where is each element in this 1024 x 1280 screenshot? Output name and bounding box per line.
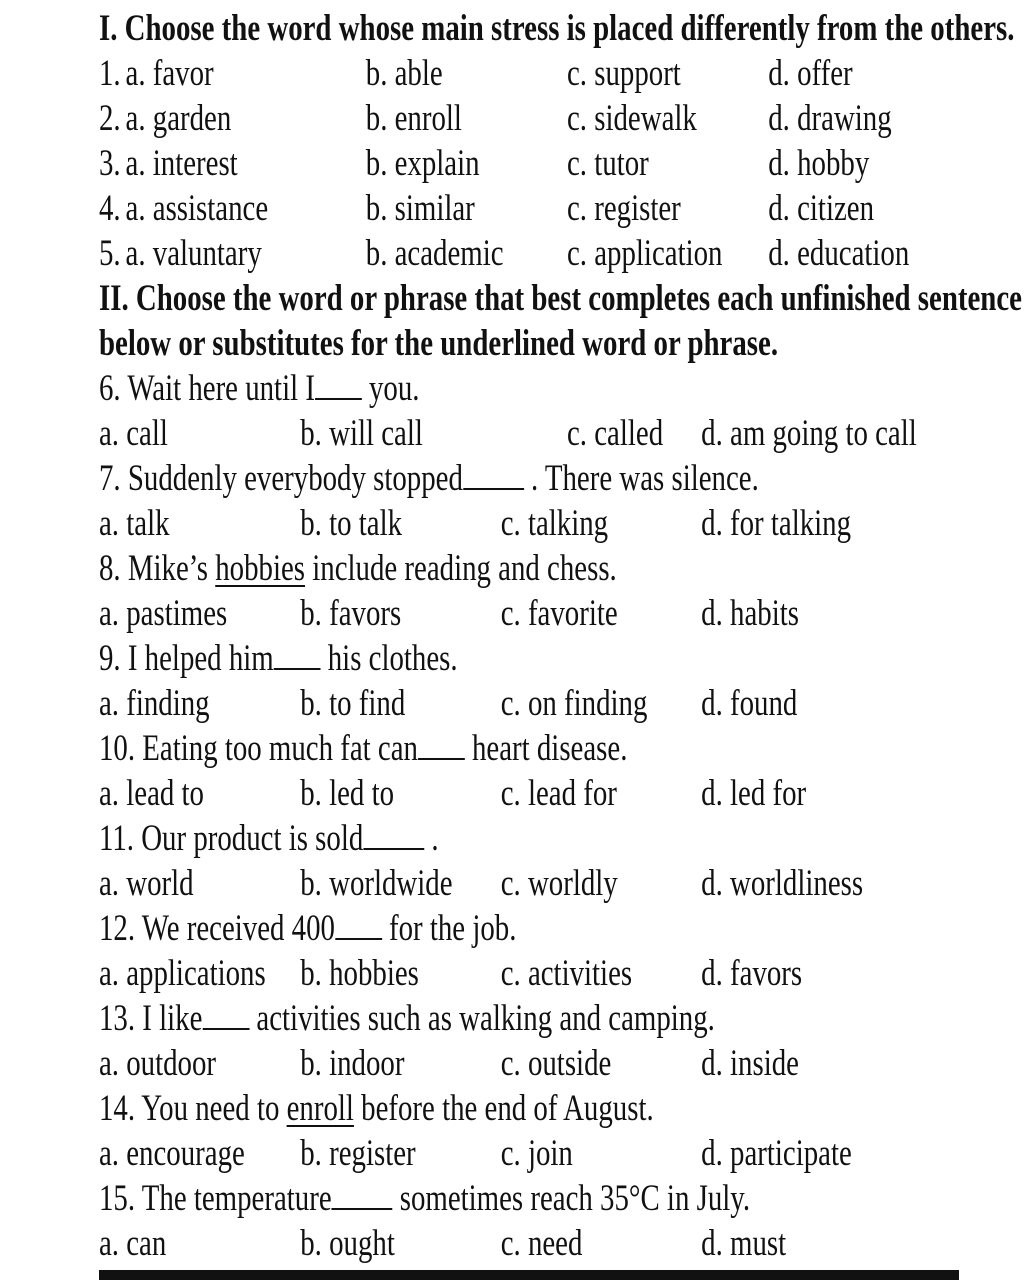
stem-text: 10. Eating too much fat can xyxy=(99,728,418,769)
option-c: c. application xyxy=(567,233,723,274)
option-d: d. offer xyxy=(768,53,853,94)
option-c: c. talking xyxy=(500,503,609,544)
question-number: 4. xyxy=(99,188,121,229)
question-13-stem xyxy=(99,996,770,1041)
answer-blank xyxy=(202,998,249,1030)
option-c: c. tutor xyxy=(567,143,649,184)
stem-text-end: you. xyxy=(361,368,420,409)
option-a: a. interest xyxy=(125,143,238,184)
option-d: d. am going to call xyxy=(701,413,917,454)
option-b: b. indoor xyxy=(300,1043,405,1084)
stem-text: 12. We received 400 xyxy=(99,908,335,949)
question-11-stem xyxy=(99,816,770,861)
stem-text-end: . There was silence. xyxy=(523,458,759,499)
option-b: b. enroll xyxy=(365,98,462,139)
option-b: b. worldwide xyxy=(300,863,453,904)
option-b: b. able xyxy=(365,53,443,94)
option-c: c. sidewalk xyxy=(567,98,697,139)
question-14-stem xyxy=(99,1086,770,1131)
option-c: c. on finding xyxy=(500,683,648,724)
option-c: c. activities xyxy=(500,953,633,994)
option-c: c. favorite xyxy=(500,593,618,634)
question-8-options xyxy=(99,591,799,636)
stem-text-end: before the end of August. xyxy=(353,1088,654,1129)
stem-text: 8. Mike’s xyxy=(99,548,216,589)
question-7-stem xyxy=(99,456,770,501)
cut-off-text-fragment xyxy=(99,1270,959,1280)
question-6-options xyxy=(99,411,917,456)
option-b: b. led to xyxy=(300,773,395,814)
stem-text: 6. Wait here until I xyxy=(99,368,315,409)
stem-text-end: heart disease. xyxy=(464,728,628,769)
option-b: b. similar xyxy=(365,188,475,229)
option-a: a. garden xyxy=(125,98,232,139)
section-2-title-line-1: II. Choose the word or phrase that best completes each unfinished sentence xyxy=(99,278,1022,319)
option-a: a. valuntary xyxy=(125,233,262,274)
option-c: c. worldly xyxy=(500,863,618,904)
stem-text: 14. You need to xyxy=(99,1088,287,1129)
question-number: 5. xyxy=(99,233,121,274)
question-9-options xyxy=(99,681,798,726)
option-d: d. worldliness xyxy=(701,863,864,904)
question-15-stem xyxy=(99,1176,770,1221)
option-a: a. call xyxy=(99,413,168,454)
option-d: d. participate xyxy=(701,1133,852,1174)
option-c: c. join xyxy=(500,1133,573,1174)
stress-question-2 xyxy=(99,96,892,141)
question-number: 1. xyxy=(99,53,121,94)
stem-text-end: . xyxy=(424,818,439,859)
option-b: b. to find xyxy=(300,683,406,724)
option-c: c. called xyxy=(567,413,664,454)
option-b: b. explain xyxy=(365,143,480,184)
option-d: d. for talking xyxy=(701,503,852,544)
underlined-word: hobbies xyxy=(215,548,306,589)
option-d: d. hobby xyxy=(768,143,870,184)
option-d: d. citizen xyxy=(768,188,875,229)
question-number: 2. xyxy=(99,98,121,139)
option-d: d. led for xyxy=(701,773,807,814)
question-15-options xyxy=(99,1221,787,1266)
option-b: b. to talk xyxy=(300,503,403,544)
section-1-title: I. Choose the word whose main stress is placed differently from the others. xyxy=(99,8,1015,49)
option-c: c. support xyxy=(567,53,681,94)
question-11-options xyxy=(99,861,864,906)
option-b: b. hobbies xyxy=(300,953,419,994)
question-7-options xyxy=(99,501,852,546)
option-d: d. inside xyxy=(701,1043,799,1084)
option-a: a. world xyxy=(99,863,194,904)
stem-text-end: include reading and chess. xyxy=(305,548,617,589)
option-b: b. ought xyxy=(300,1223,395,1264)
question-14-options xyxy=(99,1131,852,1176)
question-number: 3. xyxy=(99,143,121,184)
cut-off-next-heading xyxy=(99,1270,959,1280)
option-c: c. need xyxy=(500,1223,583,1264)
stress-question-5 xyxy=(99,231,910,276)
answer-blank xyxy=(332,1178,393,1210)
answer-blank xyxy=(463,458,524,490)
stem-text: 7. Suddenly everybody stopped xyxy=(99,458,463,499)
option-c: c. lead for xyxy=(500,773,617,814)
question-8-stem xyxy=(99,546,770,591)
stem-text-end: for the job. xyxy=(381,908,517,949)
option-d: d. must xyxy=(701,1223,787,1264)
answer-blank xyxy=(274,638,321,670)
stem-text-end: his clothes. xyxy=(320,638,458,679)
option-b: b. register xyxy=(300,1133,416,1174)
question-9-stem xyxy=(99,636,770,681)
stem-text: 15. The temperature xyxy=(99,1178,332,1219)
option-d: d. education xyxy=(768,233,910,274)
stress-question-1 xyxy=(99,51,853,96)
option-b: b. favors xyxy=(300,593,402,634)
option-d: d. habits xyxy=(701,593,799,634)
question-13-options xyxy=(99,1041,799,1086)
option-d: d. favors xyxy=(701,953,803,994)
worksheet-content xyxy=(99,6,1022,1266)
stress-question-4 xyxy=(99,186,875,231)
option-b: b. academic xyxy=(365,233,504,274)
option-c: c. register xyxy=(567,188,681,229)
stem-text: 13. I like xyxy=(99,998,203,1039)
stem-text: 9. I helped him xyxy=(99,638,274,679)
option-a: a. assistance xyxy=(125,188,269,229)
option-d: d. found xyxy=(701,683,798,724)
option-c: c. outside xyxy=(500,1043,612,1084)
option-a: a. lead to xyxy=(99,773,204,814)
answer-blank xyxy=(363,818,424,850)
stress-question-3 xyxy=(99,141,870,186)
answer-blank xyxy=(315,368,362,400)
option-a: a. can xyxy=(99,1223,167,1264)
question-10-stem xyxy=(99,726,770,771)
section-2-title-line-2: below or substitutes for the underlined word or phrase. xyxy=(99,323,779,364)
stem-text: 11. Our product is sold xyxy=(99,818,364,859)
option-a: a. finding xyxy=(99,683,210,724)
question-10-options xyxy=(99,771,807,816)
option-a: a. outdoor xyxy=(99,1043,217,1084)
stem-text-end: activities such as walking and camping. xyxy=(249,998,715,1039)
option-a: a. favor xyxy=(125,53,214,94)
answer-blank xyxy=(335,908,382,940)
question-6-stem xyxy=(99,366,770,411)
option-b: b. will call xyxy=(300,413,423,454)
option-a: a. applications xyxy=(99,953,266,994)
underlined-word: enroll xyxy=(286,1088,354,1129)
option-a: a. encourage xyxy=(99,1133,245,1174)
question-12-options xyxy=(99,951,803,996)
answer-blank xyxy=(418,728,465,760)
option-a: a. pastimes xyxy=(99,593,228,634)
stem-text-end: sometimes reach 35°C in July. xyxy=(392,1178,751,1219)
option-d: d. drawing xyxy=(768,98,892,139)
option-a: a. talk xyxy=(99,503,170,544)
question-12-stem xyxy=(99,906,770,951)
